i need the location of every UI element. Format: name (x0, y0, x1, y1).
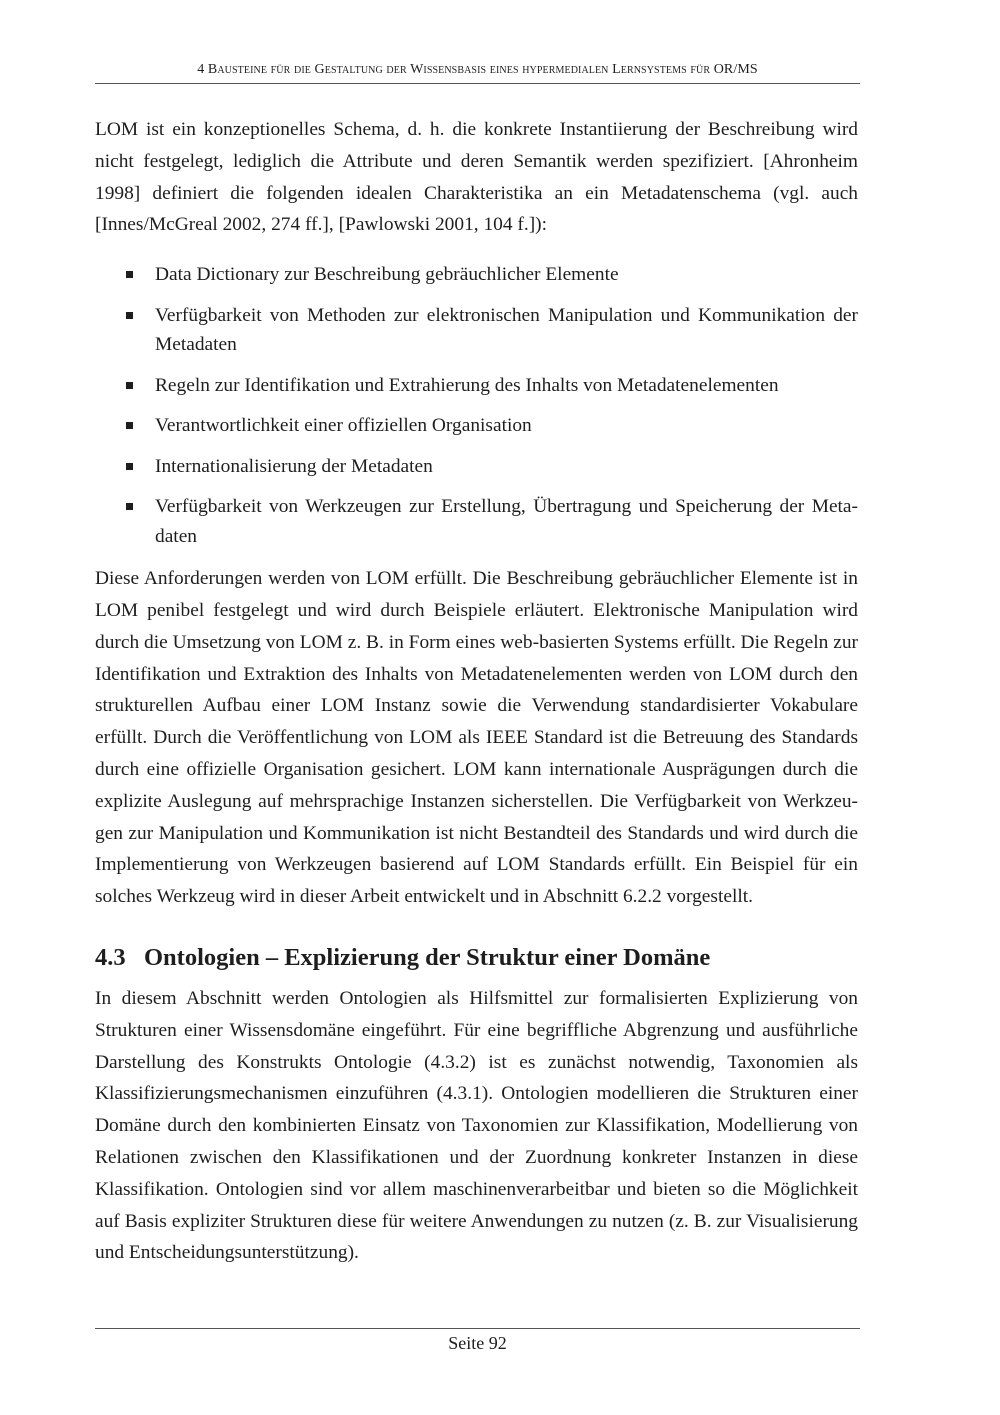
bullet-square-icon (126, 382, 133, 389)
section-heading (95, 941, 858, 975)
list-item-text: Internationalisierung der Metadaten (155, 455, 433, 477)
list-item-text: Verantwortlichkeit einer offiziellen Organisation (155, 415, 532, 437)
intro-paragraph: LOM ist ein konzeptionelles Schema, d. h. die konkrete Instantiierung der Beschreibung wird nicht festgelegt, lediglich die Attribute und deren Semantik werden spezifiziert. [Ahronheim 1998] definiert die folgenden idealen Charakteristika an ein Metadatenschema (vgl. auch [Innes/McGreal 2002, 274 ff.], [Pawlowski 2001, 104 f.]): (95, 119, 858, 236)
bullet-square-icon (126, 463, 133, 470)
list-item-text: Regeln zur Identifikation und Extrahierung des Inhalts von Metadatenelementen (155, 374, 779, 396)
page-body (95, 114, 858, 1269)
list-item-text: Verfügbarkeit von Werkzeugen zur Erstellung, Übertragung und Speicherung der Meta-daten (155, 496, 858, 547)
list-item-text: Data Dictionary zur Beschreibung gebräuchlicher Elemente (155, 264, 619, 286)
bullet-square-icon (126, 422, 133, 429)
list-item (95, 371, 858, 401)
bullet-square-icon (126, 312, 133, 319)
bullet-square-icon (126, 271, 133, 278)
list-item (95, 301, 858, 360)
running-header (95, 62, 860, 78)
list-item (95, 411, 858, 441)
characteristics-list (95, 260, 858, 551)
list-item-text: Verfügbarkeit von Methoden zur elektronischen Manipulation und Kommunikation der Metadaten (155, 304, 858, 356)
chapter-title: Bausteine für die Gestaltung der Wissensbasis eines hypermedialen Lernsystems für OR/MS (207, 62, 758, 77)
requirements-paragraph: Diese Anforderungen werden von LOM erfüllt. Die Beschreibung gebräuchlicher Elemente ist in LOM penibel festgelegt und wird durch Beispiele erläutert. Elektronische Manipulation wird durch die Umsetzung von LOM z. B. in Form eines web-basierten Systems erfüllt. Die Regeln zur Identifikation und Extraktion des Inhalts von Metadatenelementen werden von LOM durch den strukturellen Aufbau einer LOM Instanz sowie die Verwendung standardisierter Vokabulare erfüllt. Durch die Veröffentlichung von LOM als IEEE Standard ist die Betreuung des Standards durch eine offizielle Organisation gesichert. LOM kann internationale Ausprägungen durch die explizite Auslegung auf mehrsprachige Instanzen sicherstellen. Die Verfügbarkeit von Werkzeu-gen zur Manipulation und Kommunikation ist nicht Bestandteil des Standards und wird durch die Implementierung von Werkzeugen basierend auf LOM Standards erfüllt. Ein Beispiel für ein solches Werkzeug wird in dieser Arbeit entwickelt und in Abschnitt 6.2.2 vorgestellt. (95, 568, 858, 908)
header-rule (95, 83, 860, 84)
footer-rule (95, 1328, 860, 1329)
section-number: 4.3 (95, 943, 126, 971)
list-item (95, 452, 858, 482)
list-item (95, 492, 858, 551)
section-title: Ontologien – Explizierung der Struktur einer Domäne (144, 943, 711, 971)
list-item (95, 260, 858, 290)
chapter-number: 4 (197, 62, 205, 77)
section-paragraph: In diesem Abschnitt werden Ontologien als Hilfsmittel zur formalisierten Explizierung von Strukturen einer Wissensdomäne eingeführt. Für eine begriffliche Abgrenzung und ausführliche Darstellung des Konstrukts Ontologie (4.3.2) ist es zunächst notwendig, Taxonomien als Klassifizierungsmechanismen einzuführen (4.3.1). Ontologien modellieren die Strukturen einer Domäne durch den kombinierten Einsatz von Taxonomien zur Klassifikation, Modellierung von Relationen zwischen den Klassifikationen und der Zuordnung konkreter Instanzen in diese Klassifikation. Ontologien sind vor allem maschinenverarbeitbar und bieten so die Möglichkeit auf Basis expliziter Strukturen diese für weitere Anwendungen zu nutzen (z. B. zur Visualisierung und Entscheidungsunterstützung). (95, 987, 858, 1264)
bullet-square-icon (126, 503, 133, 510)
page-number: Seite 92 (448, 1333, 507, 1353)
